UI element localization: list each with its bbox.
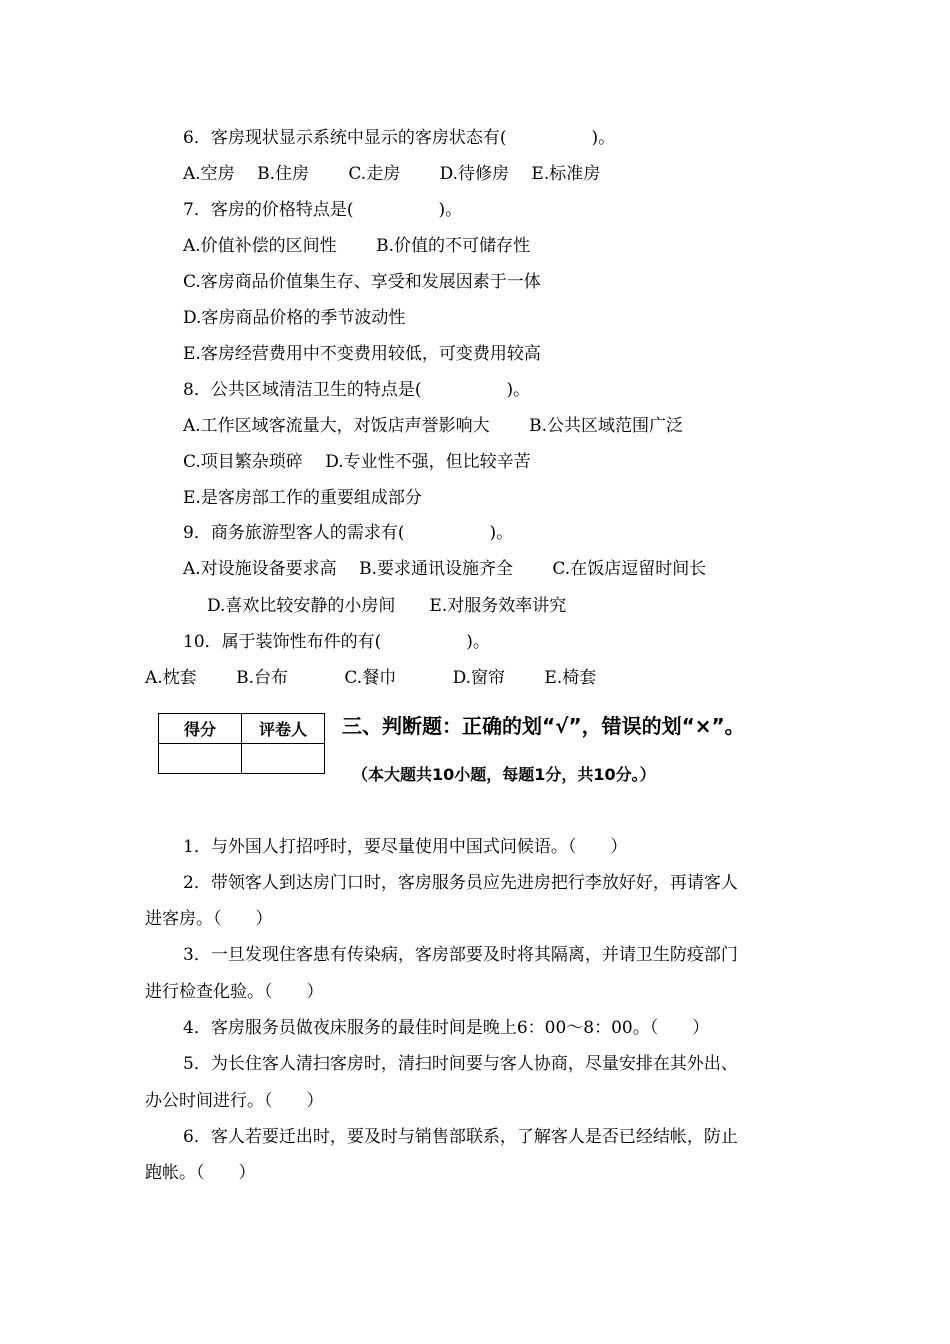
question-6-options: A.空房 B.住房 C.走房 D.待修房 E.标准房 bbox=[183, 164, 601, 184]
tf-question-2: 2．带领客人到达房门口时，客房服务员应先进房把行李放好好，再请客人 bbox=[183, 873, 738, 893]
tf-question-5-cont: 办公时间进行。（ ） bbox=[145, 1091, 324, 1111]
tf-question-5: 5．为长住客人清扫客房时，清扫时间要与客人协商，尽量安排在其外出、 bbox=[183, 1054, 738, 1074]
question-7-option-ab: A.价值补偿的区间性 B.价值的不可储存性 bbox=[183, 236, 530, 256]
tf-question-6: 6．客人若要迁出时，要及时与销售部联系，了解客人是否已经结帐，防止 bbox=[183, 1127, 738, 1147]
question-8-stem: 8．公共区域清洁卫生的特点是( )。 bbox=[183, 380, 531, 400]
grader-header: 评卷人 bbox=[242, 714, 325, 744]
score-cell bbox=[159, 744, 242, 774]
question-7-option-e: E.客房经营费用中不变费用较低，可变费用较高 bbox=[183, 344, 541, 364]
question-7-option-d: D.客房商品价格的季节波动性 bbox=[183, 308, 406, 328]
score-table bbox=[158, 713, 325, 774]
question-10-stem: 10．属于装饰性布件的有( )。 bbox=[183, 632, 490, 652]
question-6-stem: 6．客房现状显示系统中显示的客房状态有( )。 bbox=[183, 128, 616, 148]
tf-question-3: 3．一旦发现住客患有传染病，客房部要及时将其隔离，并请卫生防疫部门 bbox=[183, 945, 738, 965]
tf-question-3-cont: 进行检查化验。（ ） bbox=[145, 982, 324, 1002]
question-9-stem: 9．商务旅游型客人的需求有( )。 bbox=[183, 523, 514, 543]
question-10-options: A.枕套 B.台布 C.餐巾 D.窗帘 E.椅套 bbox=[145, 668, 597, 688]
question-8-option-cd: C.项目繁杂琐碎 D.专业性不强，但比较辛苦 bbox=[183, 452, 531, 472]
question-7-stem: 7．客房的价格特点是( )。 bbox=[183, 200, 463, 220]
section-3-title: 三、判断题：正确的划“√”，错误的划“×”。 bbox=[342, 714, 745, 738]
question-8-option-ab: A.工作区域客流量大，对饭店声誉影响大 B.公共区域范围广泛 bbox=[183, 416, 683, 436]
tf-question-6-cont: 跑帐。（ ） bbox=[145, 1163, 256, 1183]
question-9-option-abc: A.对设施设备要求高 B.要求通讯设施齐全 C.在饭店逗留时间长 bbox=[183, 559, 707, 579]
question-8-option-e: E.是客房部工作的重要组成部分 bbox=[183, 488, 422, 508]
tf-question-4: 4．客房服务员做夜床服务的最佳时间是晚上6：00～8：00。（ ） bbox=[183, 1018, 710, 1038]
grader-cell bbox=[242, 744, 325, 774]
question-7-option-c: C.客房商品价值集生存、享受和发展因素于一体 bbox=[183, 272, 541, 292]
tf-question-1: 1．与外国人打招呼时，要尽量使用中国式问候语。（ ） bbox=[183, 837, 628, 857]
question-9-option-de: D.喜欢比较安静的小房间 E.对服务效率讲究 bbox=[190, 596, 567, 616]
section-3-subtitle: （本大题共10小题，每题1分，共10分。） bbox=[352, 765, 656, 784]
score-header: 得分 bbox=[159, 714, 242, 744]
tf-question-2-cont: 进客房。（ ） bbox=[145, 909, 273, 929]
